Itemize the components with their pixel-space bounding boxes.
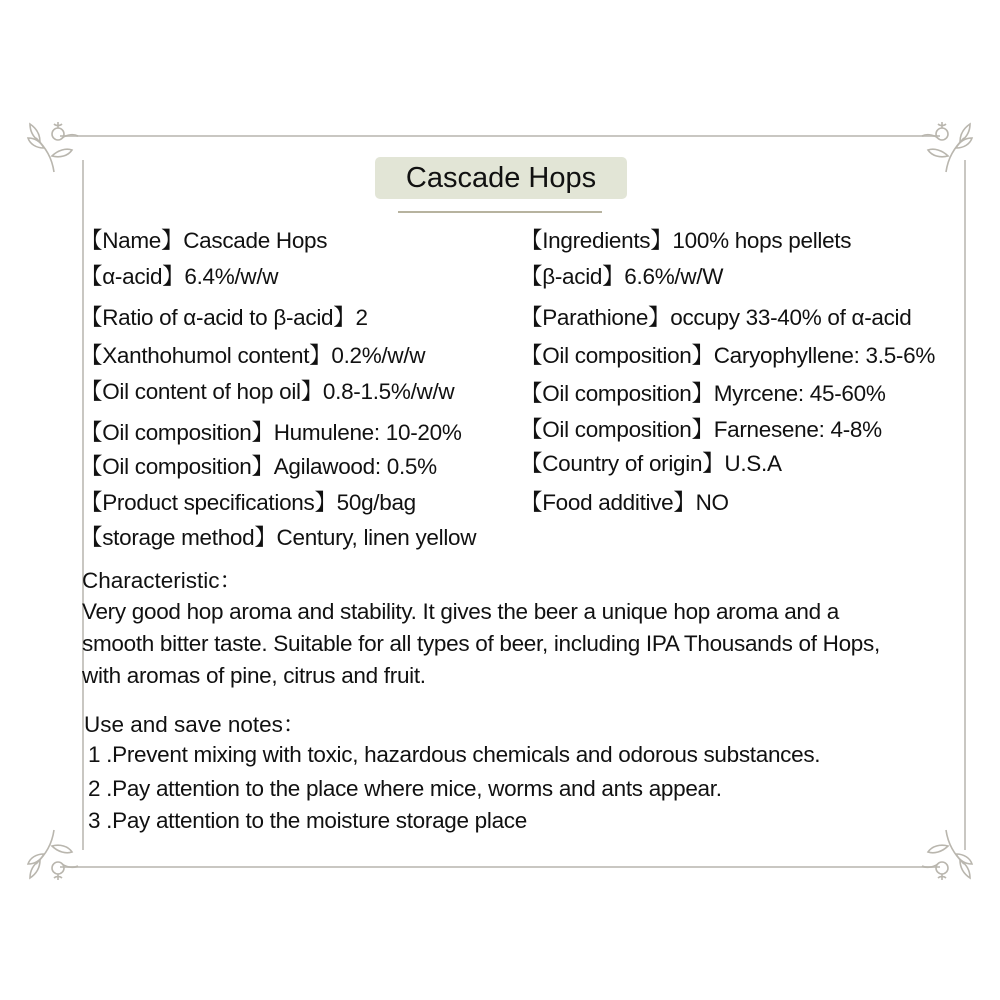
characteristic-line: Very good hop aroma and stability. It gives the beer a unique hop aroma and a (82, 599, 839, 624)
characteristic-line: with aromas of pine, citrus and fruit. (82, 663, 426, 688)
floral-corner-icon (914, 826, 978, 890)
notes-heading: Use and save notes： (84, 712, 306, 737)
characteristic-text (82, 596, 962, 692)
spec-food-additive: 【Food additive】NO (520, 490, 729, 515)
note-item: 2 .Pay attention to the place where mice, worms and ants appear. (88, 776, 722, 801)
spec-oil-humulene: 【Oil composition】Humulene: 10-20% (80, 420, 462, 445)
characteristic-line: smooth bitter taste. Suitable for all types of beer, including IPA Thousands of Hops, (82, 631, 880, 656)
spec-xanthohumol: 【Xanthohumol content】0.2%/w/w (80, 343, 426, 368)
frame-right-line (964, 160, 966, 850)
spec-beta-acid: 【β-acid】6.6%/w/W (520, 264, 724, 289)
frame-bottom-line (60, 866, 940, 868)
spec-country-of-origin: 【Country of origin】U.S.A (520, 451, 782, 476)
spec-name: 【Name】Cascade Hops (80, 228, 328, 253)
spec-oil-agilawood: 【Oil composition】Agilawood: 0.5% (80, 454, 437, 479)
spec-product-specifications: 【Product specifications】50g/bag (80, 490, 416, 515)
note-item: 1 .Prevent mixing with toxic, hazardous chemicals and odorous substances. (88, 742, 821, 767)
note-item: 3 .Pay attention to the moisture storage place (88, 808, 527, 833)
spec-oil-farnesene: 【Oil composition】Farnesene: 4-8% (520, 417, 882, 442)
spec-storage-method: 【storage method】Century, linen yellow (80, 525, 477, 550)
page-title: Cascade Hops (375, 157, 627, 199)
floral-corner-icon (914, 112, 978, 176)
spec-ingredients: 【Ingredients】100% hops pellets (520, 228, 852, 253)
floral-corner-icon (22, 826, 86, 890)
title-underline (398, 211, 602, 213)
spec-oil-caryophyllene: 【Oil composition】Caryophyllene: 3.5-6% (520, 343, 936, 368)
spec-acid-ratio: 【Ratio of α-acid to β-acid】2 (80, 305, 368, 330)
characteristic-heading: Characteristic： (82, 568, 243, 593)
spec-oil-content: 【Oil content of hop oil】0.8-1.5%/w/w (80, 379, 455, 404)
floral-corner-icon (22, 112, 86, 176)
spec-alpha-acid: 【α-acid】6.4%/w/w (80, 264, 279, 289)
spec-parathione: 【Parathione】occupy 33-40% of α-acid (520, 305, 912, 330)
frame-top-line (60, 135, 940, 137)
spec-oil-myrcene: 【Oil composition】Myrcene: 45-60% (520, 381, 886, 406)
